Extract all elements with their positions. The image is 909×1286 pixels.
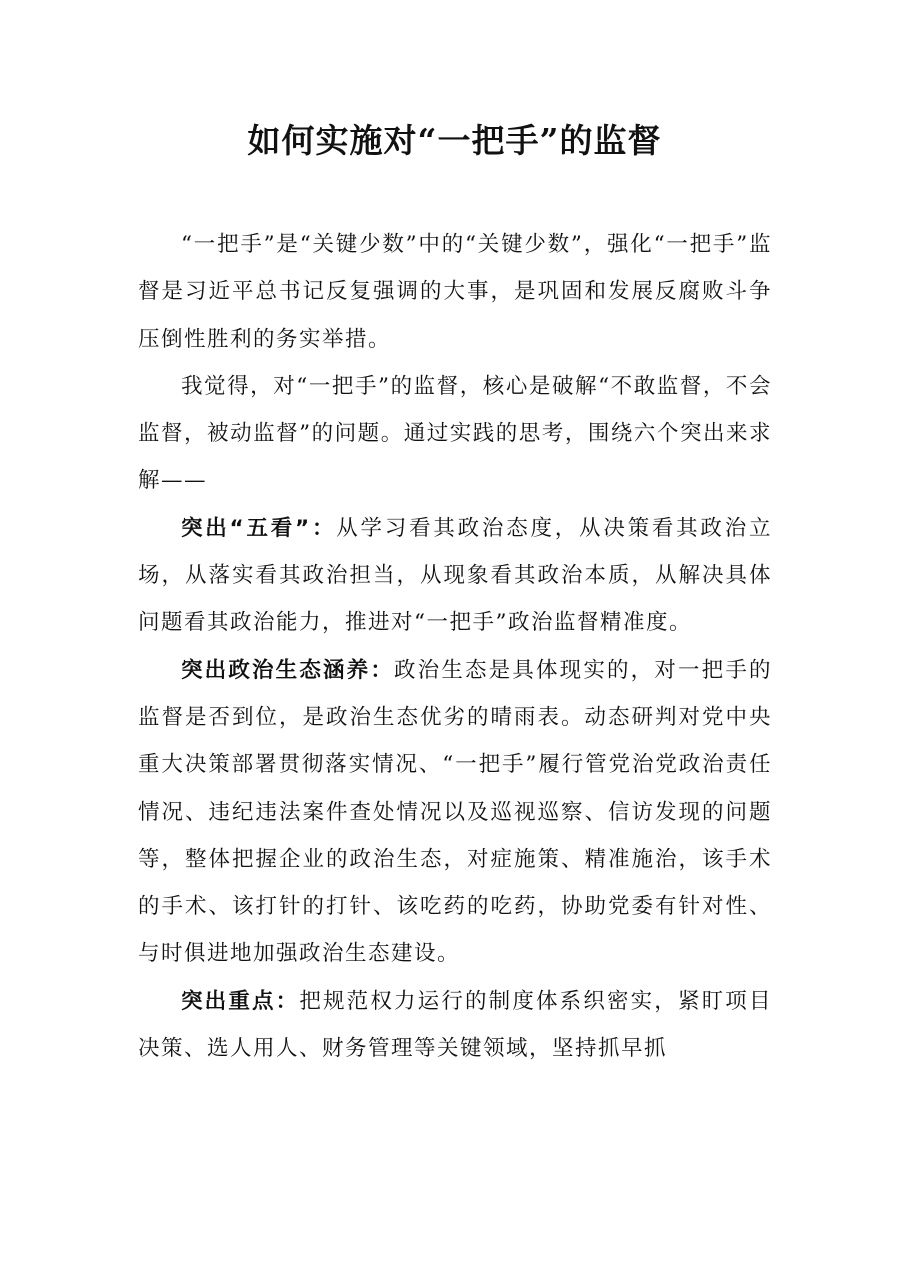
- paragraph-lead: 突出政治生态涵养：: [181, 657, 394, 683]
- paragraph-text: 政治生态是具体现实的，对一把手的监督是否到位，是政治生态优劣的晴雨表。动态研判对党中央重大决策部署贯彻落实情况、“一把手”履行管党治党政治责任情况、违纪违法案件查处情况以及巡视巡察、信访发现的问题等，整体把握企业的政治生态，对症施策、精准施治，该手术的手术、该打针的打针、该吃药的吃药，协助党委有针对性、与时俱进地加强政治生态建设。: [138, 657, 772, 967]
- paragraph-text: “一把手”是“关键少数”中的“关键少数”，强化“一把手”监督是习近平总书记反复强调的大事，是巩固和发展反腐败斗争压倒性胜利的务实举措。: [138, 232, 772, 352]
- paragraph-text: 从学习看其政治态度，从决策看其政治立场，从落实看其政治担当，从现象看其政治本质，从解决具体问题看其政治能力，推进对“一把手”政治监督精准度。: [138, 515, 772, 636]
- paragraph-five-looks: [138, 505, 772, 647]
- paragraph-text: 把规范权力运行的制度体系织密实，紧盯项目决策、选人用人、财务管理等关键领域，坚持抓早抓: [138, 988, 772, 1062]
- paragraph-key-points: [138, 978, 772, 1073]
- paragraph-intro: [138, 221, 772, 363]
- document-title: 如何实施对“一把手”的监督: [247, 121, 662, 160]
- paragraph-core-problem: [138, 363, 772, 505]
- paragraph-text: 我觉得，对“一把手”的监督，核心是破解“不敢监督，不会监督，被动监督”的问题。通过实践的思考，围绕六个突出来求解——: [138, 373, 772, 494]
- paragraph-political-ecology: [138, 647, 772, 978]
- paragraph-lead: 突出“五看”：: [181, 515, 337, 541]
- paragraph-lead: 突出重点：: [181, 988, 300, 1014]
- document-body: [138, 221, 772, 1072]
